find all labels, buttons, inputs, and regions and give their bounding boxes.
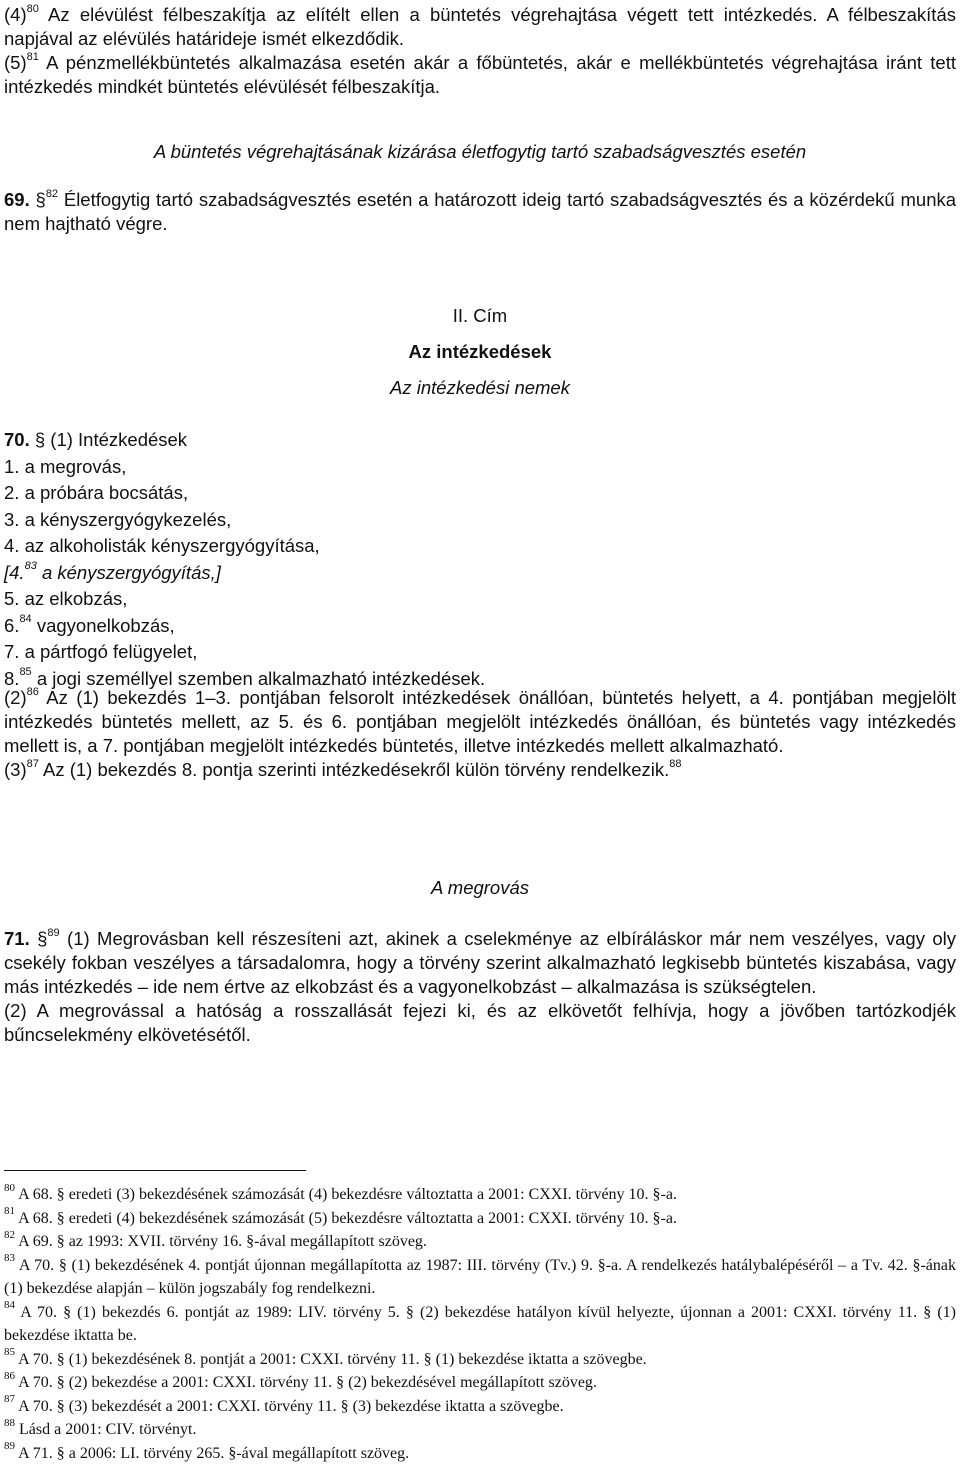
footnote-number: 85 bbox=[4, 1346, 15, 1359]
footnote-ref[interactable]: 85 bbox=[19, 666, 32, 679]
footnote-text: A 70. § (3) bekezdését a 2001: CXXI. törvény 11. § (3) bekezdése iktatta a szövegbe. bbox=[18, 1397, 564, 1415]
section-intro: (1) Intézkedések bbox=[50, 429, 188, 450]
list-item bbox=[4, 454, 956, 481]
footnote-ref[interactable]: 89 bbox=[47, 926, 60, 939]
footnote-text: A 70. § (2) bekezdése a 2001: CXXI. törvény 11. § (2) bekezdésével megállapított szöveg. bbox=[18, 1374, 597, 1391]
list-item-text: 3. a kényszergyógykezelés, bbox=[4, 508, 232, 530]
footnote-item bbox=[4, 1254, 956, 1301]
title-number: II. Cím bbox=[452, 305, 508, 326]
list-item-text: a jogi személlyel szemben alkalmazható intézkedések. bbox=[36, 667, 486, 689]
footnote-number: 81 bbox=[4, 1205, 15, 1218]
paragraph-text: Az (1) bekezdés 1–3. pontjában felsorolt intézkedések önállóan, büntetés helyett, a 4. pontjában megjelölt intézkedés büntetés mellett, az 5. és 6. pontjában megjelölt intézkedés önállóan, és büntetés vagy intézkedés mellett is, a 7. pontjában megjelölt intézkedés büntetés, illetve intézkedés mellett alkalmazható. bbox=[4, 687, 956, 756]
section-71 bbox=[4, 927, 956, 1047]
section-number: 70. bbox=[4, 429, 30, 450]
list-item-text: 7. a pártfogó felügyelet, bbox=[4, 641, 198, 662]
footnote-item bbox=[4, 1348, 956, 1372]
section-number: 69. bbox=[4, 189, 30, 210]
footnote-ref[interactable]: 81 bbox=[26, 50, 39, 63]
title-heading: Az intézkedések bbox=[408, 341, 552, 362]
footnote-item bbox=[4, 1371, 956, 1395]
paragraph-1 bbox=[4, 927, 956, 999]
footnote-number: 86 bbox=[4, 1369, 15, 1382]
list-item-text: 2. a próbára bocsátás, bbox=[4, 482, 189, 503]
footnote-ref[interactable]: 87 bbox=[26, 757, 39, 770]
section-heading-life-sentence: A büntetés végrehajtásának kizárása életfogytig tartó szabadságvesztés esetén bbox=[153, 141, 807, 162]
section-70-intro bbox=[4, 427, 956, 454]
list-item bbox=[4, 586, 956, 613]
paragraph-5 bbox=[4, 51, 956, 99]
list-item bbox=[4, 639, 956, 666]
paragraph-3 bbox=[4, 758, 956, 782]
list-item-text: 5. az elkobzás, bbox=[4, 588, 128, 609]
paragraph-text: Az elévülést félbeszakítja az elítélt ellen a büntetés végrehajtása végett tett intézkedés. A félbeszakítás napjával az elévülés határideje ismét elkezdődik. bbox=[4, 4, 956, 49]
footnote-ref[interactable]: 83 bbox=[24, 560, 37, 573]
footnote-text: A 68. § eredeti (3) bekezdésének számozását (4) bekezdésre változtatta a 2001: CXXI. törvény 10. §-a. bbox=[18, 1186, 677, 1203]
footnote-number: 82 bbox=[4, 1228, 15, 1241]
footnote-text: A 70. § (1) bekezdésének 8. pontját a 2001: CXXI. törvény 11. § (1) bekezdése iktatta a szövegbe. bbox=[18, 1350, 647, 1368]
footnote-ref[interactable]: 82 bbox=[45, 187, 59, 200]
list-item-text: a kényszergyógyítás,] bbox=[41, 561, 221, 583]
list-item bbox=[4, 613, 956, 640]
footnote-item bbox=[4, 1301, 956, 1348]
list-item-number: [4. bbox=[4, 561, 25, 583]
paragraph-2: (2) A megrovással a hatóság a rosszallását fejezi ki, és az elkövetőt felhívja, hogy a jövőben tartózkodjék bűncselekmény elkövetésétől. bbox=[4, 1000, 956, 1045]
section-70-paragraphs bbox=[4, 686, 956, 782]
list-item-number: 6. bbox=[4, 614, 20, 636]
footnote-item bbox=[4, 1418, 956, 1442]
footnote-ref[interactable]: 86 bbox=[26, 685, 39, 698]
footnote-ref[interactable]: 84 bbox=[19, 613, 32, 626]
paragraph-number: (2) bbox=[4, 687, 27, 708]
section-number: 71. bbox=[4, 928, 30, 949]
paragraph-text: A pénzmellékbüntetés alkalmazása esetén akár a főbüntetés, akár e mellékbüntetés végrehajtása iránt tett intézkedés mindkét büntetés elévülését félbeszakítja. bbox=[4, 52, 957, 97]
paragraph-text: (1) Megrovásban kell részesíteni azt, akinek a cselekménye az elbíráláskor már nem veszélyes, vagy oly csekély fokban veszélyes a társadalomra, hogy a törvény szerint alkalmazható legkisebb büntetés kiszabása, vagy más intézkedés – ide nem értve az elkobzást és a vagyonelkobzást – alkalmazása is szükségtelen. bbox=[4, 928, 957, 997]
section-sign: § bbox=[34, 429, 46, 450]
footnote-number: 88 bbox=[4, 1416, 15, 1429]
footnote-divider bbox=[4, 1170, 306, 1171]
section-text: Életfogytig tartó szabadságvesztés esetén a határozott ideig tartó szabadságvesztés és a közérdekű munka nem hajtható végre. bbox=[4, 189, 957, 234]
footnote-ref[interactable]: 88 bbox=[669, 757, 682, 770]
footnote-item bbox=[4, 1395, 956, 1419]
section-heading-megrovas: A megrovás bbox=[430, 877, 530, 898]
list-item-text: 1. a megrovás, bbox=[4, 455, 127, 477]
paragraph-block-68 bbox=[4, 3, 956, 99]
footnotes bbox=[4, 1183, 956, 1465]
footnote-number: 83 bbox=[4, 1252, 15, 1265]
list-item-text: 4. az alkoholisták kényszergyógyítása, bbox=[4, 535, 320, 556]
footnote-text: A 69. § az 1993: XVII. törvény 16. §-ával megállapított szöveg. bbox=[18, 1233, 427, 1250]
footnote-number: 89 bbox=[4, 1440, 15, 1453]
section-sign: § bbox=[35, 189, 46, 210]
list-item-number: 8. bbox=[4, 667, 20, 689]
section-70-list bbox=[4, 427, 956, 692]
section-69 bbox=[4, 188, 956, 236]
list-item bbox=[4, 533, 956, 560]
subtitle-heading: Az intézkedési nemek bbox=[390, 377, 570, 398]
footnote-ref[interactable]: 80 bbox=[26, 2, 39, 15]
footnote-text: A 70. § (1) bekezdésének 4. pontját újonnan megállapította az 1987: III. törvény (Tv.) 9. §-a. A rendelkezés hatálybalépéséről – a Tv. 42. §-ának (1) bekezdése alapján – külön jogszabály fog rendelkezni. bbox=[4, 1256, 956, 1297]
footnote-number: 87 bbox=[4, 1393, 15, 1406]
list-item bbox=[4, 560, 956, 587]
paragraph-text: Az (1) bekezdés 8. pontja szerinti intézkedésekről külön törvény rendelkezik. bbox=[43, 759, 670, 780]
paragraph-2 bbox=[4, 686, 956, 758]
list-item-text: vagyonelkobzás, bbox=[36, 614, 175, 636]
footnote-text: Lásd a 2001: CIV. törvényt. bbox=[19, 1421, 197, 1438]
paragraph-4 bbox=[4, 3, 956, 51]
list-item bbox=[4, 507, 956, 534]
list-item bbox=[4, 480, 956, 507]
footnote-item bbox=[4, 1207, 956, 1231]
footnote-text: A 71. § a 2006: LI. törvény 265. §-ával megállapított szöveg. bbox=[18, 1444, 410, 1462]
footnote-text: A 68. § eredeti (4) bekezdésének számozását (5) bekezdésre változtatta a 2001: CXXI. törvény 10. §-a. bbox=[18, 1209, 677, 1227]
footnote-item bbox=[4, 1442, 956, 1466]
paragraph-number: (5) bbox=[4, 52, 27, 73]
paragraph-number: (4) bbox=[4, 4, 27, 25]
paragraph-number: (3) bbox=[4, 759, 27, 780]
footnote-number: 80 bbox=[4, 1181, 15, 1194]
section-sign: § bbox=[37, 928, 48, 949]
footnote-item bbox=[4, 1183, 956, 1207]
footnote-item bbox=[4, 1230, 956, 1254]
footnote-number: 84 bbox=[4, 1299, 15, 1312]
footnote-text: A 70. § (1) bekezdés 6. pontját az 1989: LIV. törvény 5. § (2) bekezdése hatályon kívül helyezte, újonnan a 2001: CXXI. törvény 11. § (1) bekezdése iktatta be. bbox=[4, 1303, 956, 1344]
